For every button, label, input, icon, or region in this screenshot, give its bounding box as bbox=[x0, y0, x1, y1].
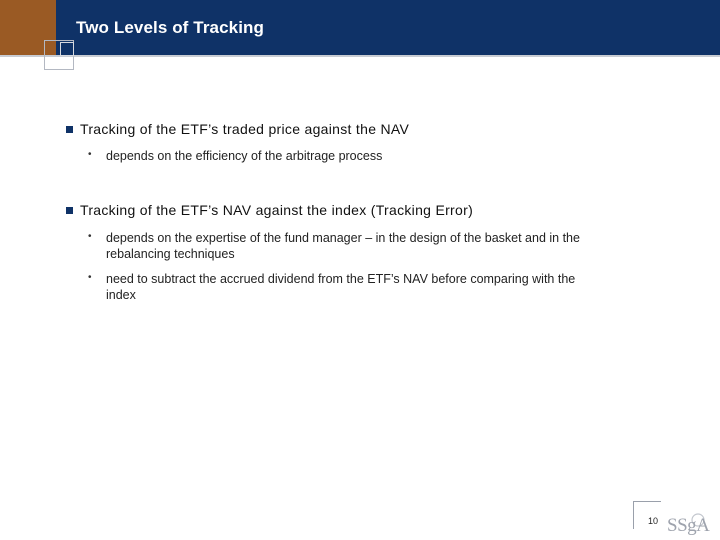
section-2 bbox=[66, 202, 473, 218]
sub-point-text: depends on the expertise of the fund manager – in the design of the basket and in the rebalancing techniques bbox=[106, 231, 580, 261]
sub-point-text: need to subtract the accrued dividend from the ETF’s NAV before comparing with the index bbox=[106, 272, 576, 302]
sub-point bbox=[88, 230, 608, 262]
square-bullet-icon bbox=[66, 126, 73, 133]
dot-bullet-icon: • bbox=[88, 272, 92, 283]
corner-inner-box bbox=[60, 42, 74, 56]
sub-point bbox=[88, 148, 628, 164]
header-divider bbox=[0, 55, 720, 57]
page-number: 10 bbox=[647, 516, 658, 526]
sub-point bbox=[88, 271, 588, 303]
sub-point-text: depends on the efficiency of the arbitrage process bbox=[106, 149, 383, 163]
section-1 bbox=[66, 121, 409, 137]
svg-text:SSgA: SSgA bbox=[667, 515, 710, 536]
section-heading: Tracking of the ETF’s NAV against the index (Tracking Error) bbox=[80, 202, 474, 218]
section-heading: Tracking of the ETF’s traded price against the NAV bbox=[80, 121, 410, 137]
dot-bullet-icon: • bbox=[88, 231, 92, 242]
square-bullet-icon bbox=[66, 207, 73, 214]
slide-title: Two Levels of Tracking bbox=[76, 18, 264, 37]
ssga-logo bbox=[667, 508, 720, 536]
dot-bullet-icon: • bbox=[88, 149, 92, 160]
